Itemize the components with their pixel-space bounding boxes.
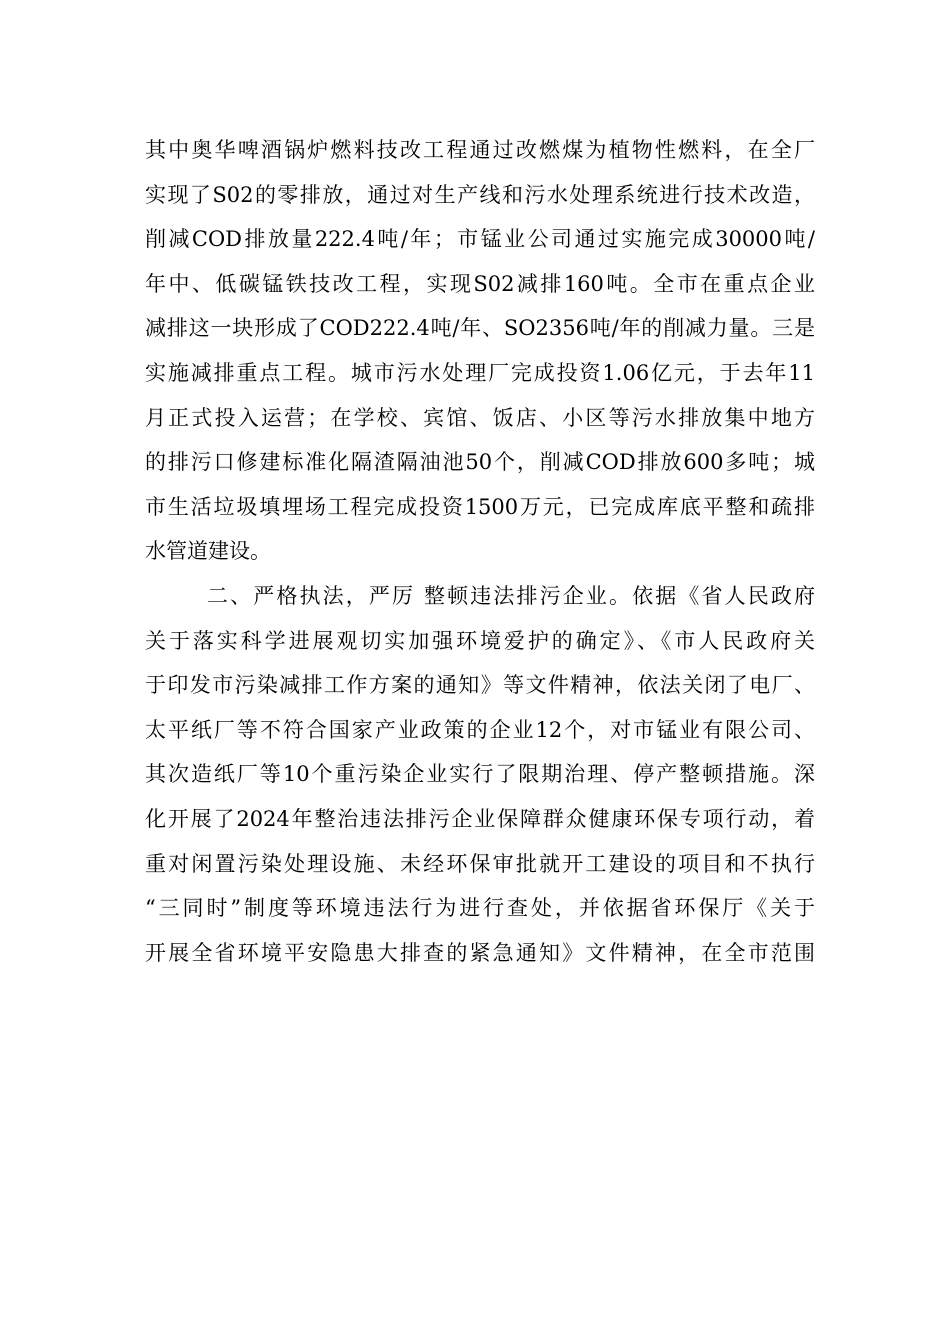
paragraph-1-line-7: 月正式投入运营；在学校、宾馆、饭店、小区等污水排放集中地方 bbox=[145, 405, 815, 430]
paragraph-2-line-6: 化开展了2024年整治违法排污企业保障群众健康环保专项行动，着 bbox=[145, 806, 815, 831]
paragraph-1-line-2: 实现了S02的零排放，通过对生产线和污水处理系统进行技术改造， bbox=[145, 182, 815, 207]
paragraph-1-line-9: 市生活垃圾填埋场工程完成投资1500万元，已完成库底平整和疏排 bbox=[145, 494, 815, 519]
body-text bbox=[145, 128, 815, 975]
paragraph-1-line-4: 年中、低碳锰铁技改工程，实现S02减排160吨。全市在重点企业 bbox=[145, 271, 815, 296]
paragraph-2-line-8: “三同时”制度等环境违法行为进行查处，并依据省环保厅《关于 bbox=[145, 896, 815, 921]
paragraph-1-line-8: 的排污口修建标准化隔渣隔油池50个，削减COD排放600多吨；城 bbox=[145, 450, 815, 475]
paragraph-2-line-5: 其次造纸厂等10个重污染企业实行了限期治理、停产整顿措施。深 bbox=[145, 762, 815, 787]
paragraph-1-line-10: 水管道建设。 bbox=[145, 539, 271, 564]
paragraph-2-line-9: 开展全省环境平安隐患大排查的紧急通知》文件精神，在全市范围 bbox=[145, 940, 815, 965]
paragraph-1-line-3: 削减COD排放量222.4吨/年；市锰业公司通过实施完成30000吨/ bbox=[145, 227, 815, 252]
paragraph-2-line-7: 重对闲置污染处理设施、未经环保审批就开工建设的项目和不执行 bbox=[145, 851, 815, 876]
paragraph-1-line-6: 实施减排重点工程。城市污水处理厂完成投资1.06亿元，于去年11 bbox=[145, 360, 815, 385]
paragraph-1-line-1: 其中奥华啤酒锅炉燃料技改工程通过改燃煤为植物性燃料，在全厂 bbox=[145, 138, 815, 162]
paragraph-2-line-3: 于印发市污染减排工作方案的通知》等文件精神，依法关闭了电厂、 bbox=[145, 673, 815, 698]
paragraph-2-line-2: 关于落实科学进展观切实加强环境爱护的确定》、《市人民政府关 bbox=[145, 628, 815, 653]
paragraph-1-line-5: 减排这一块形成了COD222.4吨/年、SO2356吨/年的削减力量。三是 bbox=[145, 316, 815, 341]
paragraph-2-line-4: 太平纸厂等不符合国家产业政策的企业12个，对市锰业有限公司、 bbox=[145, 717, 815, 742]
paragraph-2-line-1: 二、严格执法，严厉 整顿违法排污企业。依据《省人民政府 bbox=[207, 583, 815, 608]
